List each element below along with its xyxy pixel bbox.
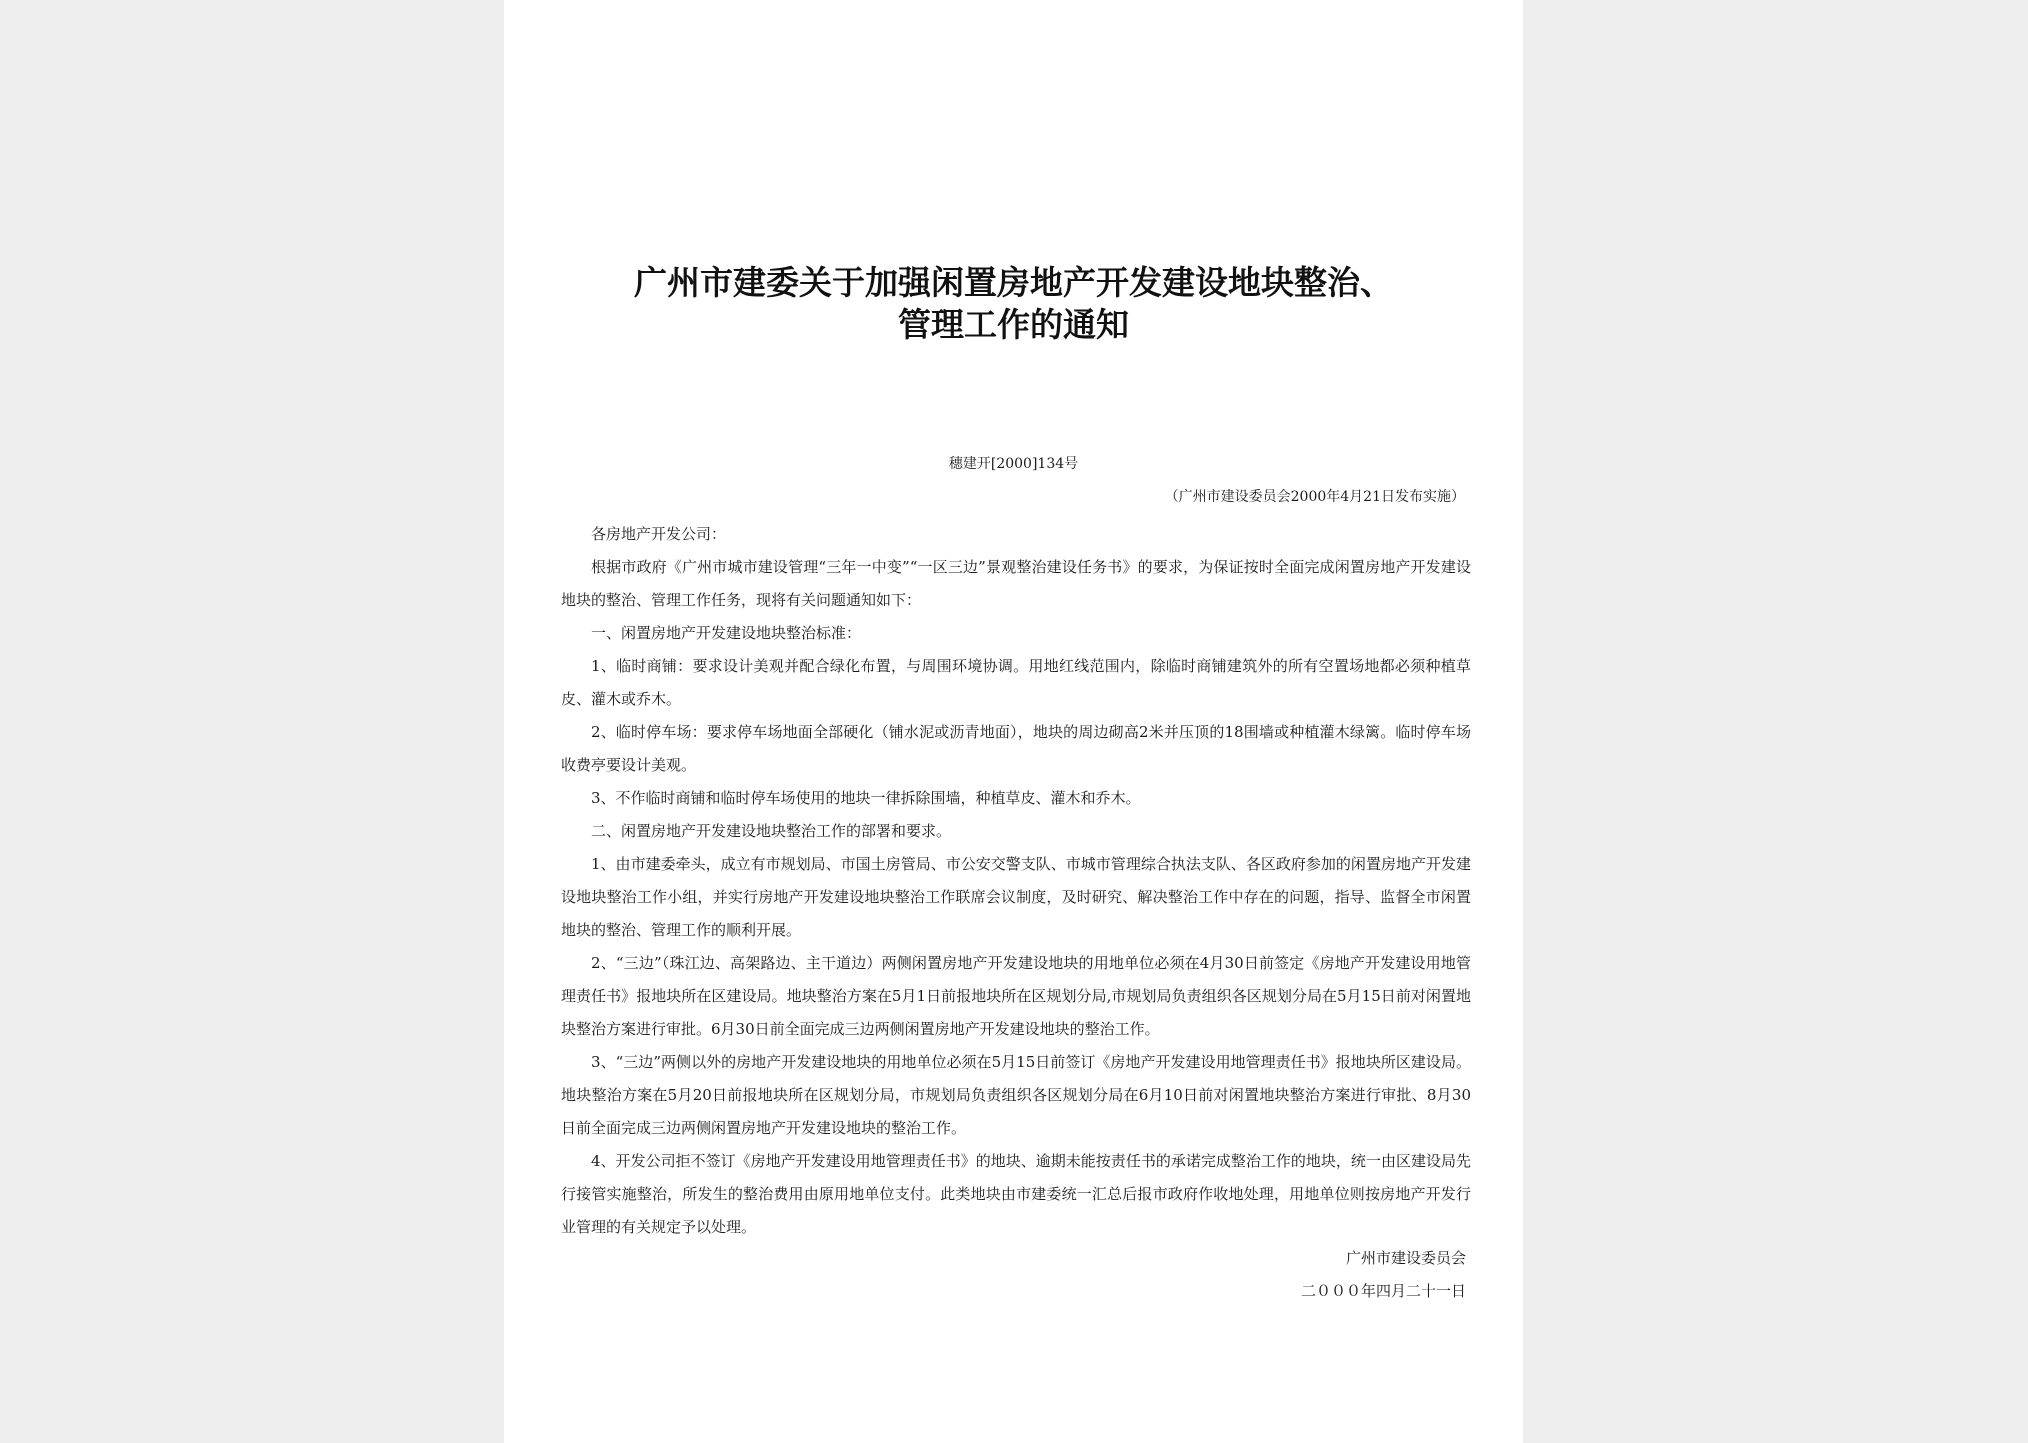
paragraph: 4、开发公司拒不签订《房地产开发建设用地管理责任书》的地块、逾期未能按责任书的承诺完成整治工作的地块，统一由区建设局先行接管实施整治，所发生的整治费用由原用地单位支付。此类地块由市建委统一汇总后报市政府作收地处理，用地单位则按房地产开发行业管理的有关规定予以处理。 [561,1152,1471,1236]
paragraph: 1、临时商铺：要求设计美观并配合绿化布置，与周围环境协调。用地红线范围内，除临时商铺建筑外的所有空置场地都必须种植草皮、灌木或乔木。 [561,657,1471,708]
signature: 广州市建设委员会 [1345,1249,1466,1267]
paragraph: 根据市政府《广州市城市建设管理“三年一中变”“一区三边”景观整治建设任务书》的要求，为保证按时全面完成闲置房地产开发建设地块的整治、管理工作任务，现将有关问题通知如下： [561,558,1471,609]
document-page [504,0,1523,1443]
date: 二０００年四月二十一日 [1300,1282,1466,1300]
paragraph: 二、闲置房地产开发建设地块整治工作的部署和要求。 [591,822,952,840]
paragraph: 3、不作临时商铺和临时停车场使用的地块一律拆除围墙，种植草皮、灌木和乔木。 [591,789,1141,807]
signature-block [1301,1242,1466,1308]
paragraph: 一、闲置房地产开发建设地块整治标准： [591,624,862,642]
paragraph: 2、“三边”（珠江边、高架路边、主干道边）两侧闲置房地产开发建设地块的用地单位必须在4月30日前签定《房地产开发建设用地管理责任书》报地块所在区建设局。地块整治方案在5月1日前报地块所在区规划分局,市规划局负责组织各区规划分局在5月15日前对闲置地块整治方案进行审批。6月30日前全面完成三边两侧闲置房地产开发建设地块的整治工作。 [561,954,1471,1038]
document-number: 穗建开[2000]134号 [948,456,1079,472]
title-line-1: 广州市建委关于加强闲置房地产开发建设地块整治、 [634,263,1393,302]
issued-note: （广州市建设委员会2000年4月21日发布实施） [1164,489,1465,505]
document-title [504,262,1523,346]
paragraph: 1、由市建委牵头，成立有市规划局、市国土房管局、市公安交警支队、市城市管理综合执法支队、各区政府参加的闲置房地产开发建设地块整治工作小组，并实行房地产开发建设地块整治工作联席会议制度，及时研究、解决整治工作中存在的问题，指导、监督全市闲置地块的整治、管理工作的顺利开展。 [561,855,1471,939]
title-line-2: 管理工作的通知 [898,305,1129,344]
paragraph: 3、“三边”两侧以外的房地产开发建设地块的用地单位必须在5月15日前签订《房地产开发建设用地管理责任书》报地块所区建设局。地块整治方案在5月20日前报地块所在区规划分局，市规划局负责组织各区规划分局在6月10日前对闲置地块整治方案进行审批、8月30日前全面完成三边两侧闲置房地产开发建设地块的整治工作。 [561,1053,1471,1137]
document-body [561,518,1471,1244]
salutation: 各房地产开发公司： [591,525,727,543]
paragraph: 2、临时停车场：要求停车场地面全部硬化（铺水泥或沥青地面），地块的周边砌高2米并压顶的18围墙或种植灌木绿篱。临时停车场收费亭要设计美观。 [561,723,1471,774]
